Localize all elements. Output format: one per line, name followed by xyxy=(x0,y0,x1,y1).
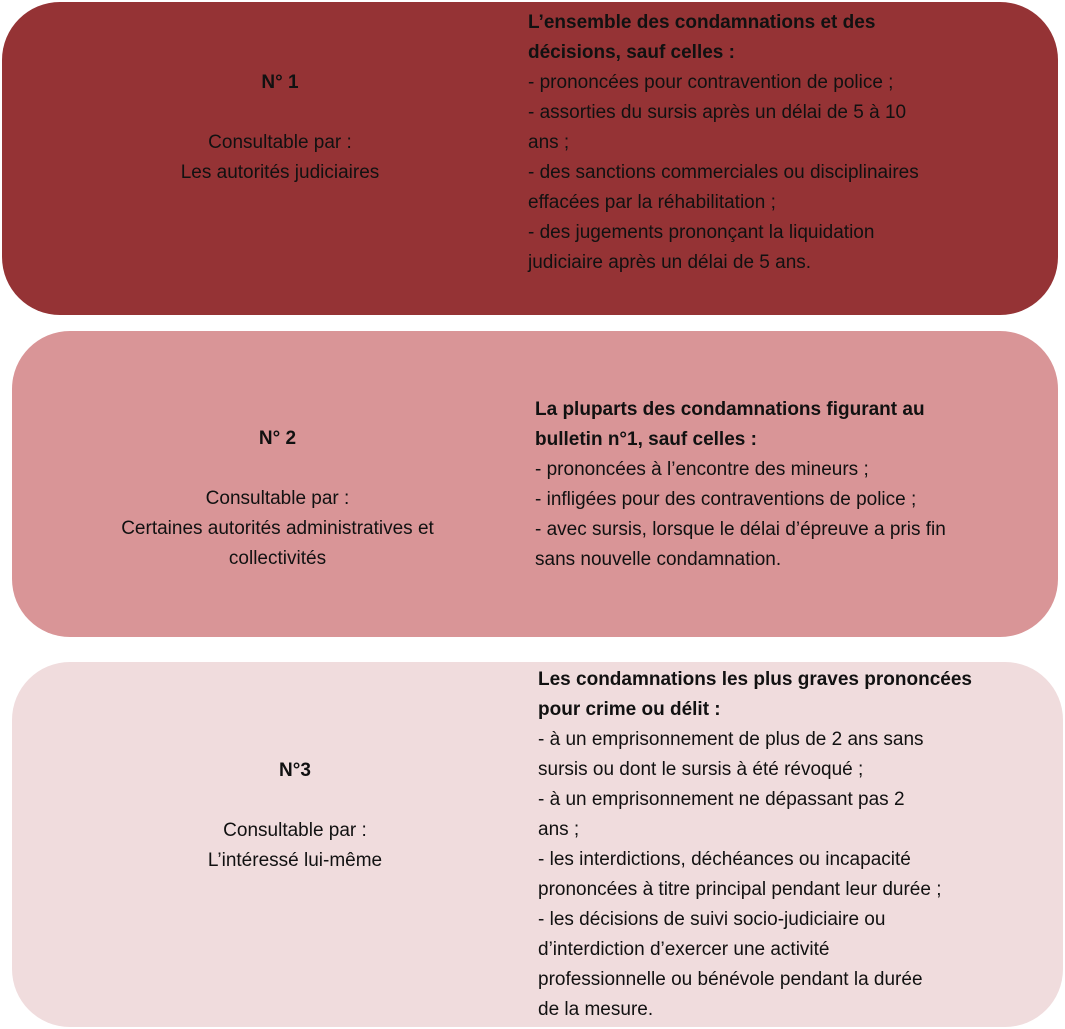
bulletin-3-item-line: - les décisions de suivi socio-judiciaire ou xyxy=(538,909,886,930)
bulletin-3-item-line: sursis ou dont le sursis à été révoqué ; xyxy=(538,759,864,780)
bulletin-3-consultable-label: Consultable par : xyxy=(223,820,367,841)
bulletin-2-content xyxy=(535,395,946,575)
bulletin-2-item-line: - avec sursis, lorsque le délai d’épreuve a pris fin xyxy=(535,519,946,540)
bulletin-3-item-line: prononcées à titre principal pendant leur durée ; xyxy=(538,879,942,900)
bulletin-3-item-line: de la mesure. xyxy=(538,999,654,1020)
bulletin-3-item-line: - à un emprisonnement de plus de 2 ans sans xyxy=(538,729,924,750)
bulletin-3-item-line: d’interdiction d’exercer une activité xyxy=(538,939,830,960)
bulletin-2-consultable-label: Consultable par : xyxy=(205,488,350,509)
bulletin-1-heading-line: décisions, sauf celles : xyxy=(528,42,735,63)
bulletin-1-consultable-by: Les autorités judiciaires xyxy=(180,162,380,183)
bulletin-3-heading-line: pour crime ou délit : xyxy=(538,699,721,720)
bulletin-3-heading-line: Les condamnations les plus graves prononcées xyxy=(538,669,972,690)
bulletin-1-number: N° 1 xyxy=(261,72,299,93)
bulletin-1-content xyxy=(528,8,919,278)
bulletin-2-item-line: sans nouvelle condamnation. xyxy=(535,549,782,570)
bulletin-2-number: N° 2 xyxy=(258,428,297,449)
bulletin-3-item-line: - les interdictions, déchéances ou incapacité xyxy=(538,849,911,870)
bulletin-2-item-line: - infligées pour des contraventions de police ; xyxy=(535,489,917,510)
bulletin-1-item-line: - prononcées pour contravention de police ; xyxy=(528,72,894,93)
bulletin-1-item-line: effacées par la réhabilitation ; xyxy=(528,192,776,213)
bulletin-1-heading-line: L’ensemble des condamnations et des xyxy=(528,12,876,33)
bulletin-2-consultable-by: collectivités xyxy=(228,548,327,569)
bulletin-2-heading-line: bulletin n°1, sauf celles : xyxy=(535,429,757,450)
bulletin-2-left-panel xyxy=(70,424,485,574)
bulletin-3-item-line: ans ; xyxy=(538,819,580,840)
bulletin-2-consultable-by: Certaines autorités administratives et xyxy=(121,518,434,539)
bulletin-3-consultable-by: L’intéressé lui-même xyxy=(207,850,383,871)
bulletin-3-number: N°3 xyxy=(279,760,311,781)
bulletin-1-consultable-label: Consultable par : xyxy=(208,132,352,153)
bulletin-1-item-line: judiciaire après un délai de 5 ans. xyxy=(528,252,812,273)
bulletin-1-item-line: ans ; xyxy=(528,132,570,153)
bulletin-2-item-line: - prononcées à l’encontre des mineurs ; xyxy=(535,459,869,480)
bulletin-1-item-line: - assorties du sursis après un délai de 5 à 10 xyxy=(528,102,907,123)
bulletin-1-item-line: - des jugements prononçant la liquidation xyxy=(528,222,875,243)
bulletin-1-left-panel xyxy=(130,68,430,188)
bulletin-1-item-line: - des sanctions commerciales ou disciplinaires xyxy=(528,162,919,183)
bulletin-3-item-line: - à un emprisonnement ne dépassant pas 2 xyxy=(538,789,905,810)
bulletin-3-content xyxy=(538,665,972,1025)
bulletin-3-left-panel xyxy=(130,756,460,876)
bulletin-2-heading-line: La pluparts des condamnations figurant au xyxy=(535,399,925,420)
bulletin-3-item-line: professionnelle ou bénévole pendant la durée xyxy=(538,969,923,990)
